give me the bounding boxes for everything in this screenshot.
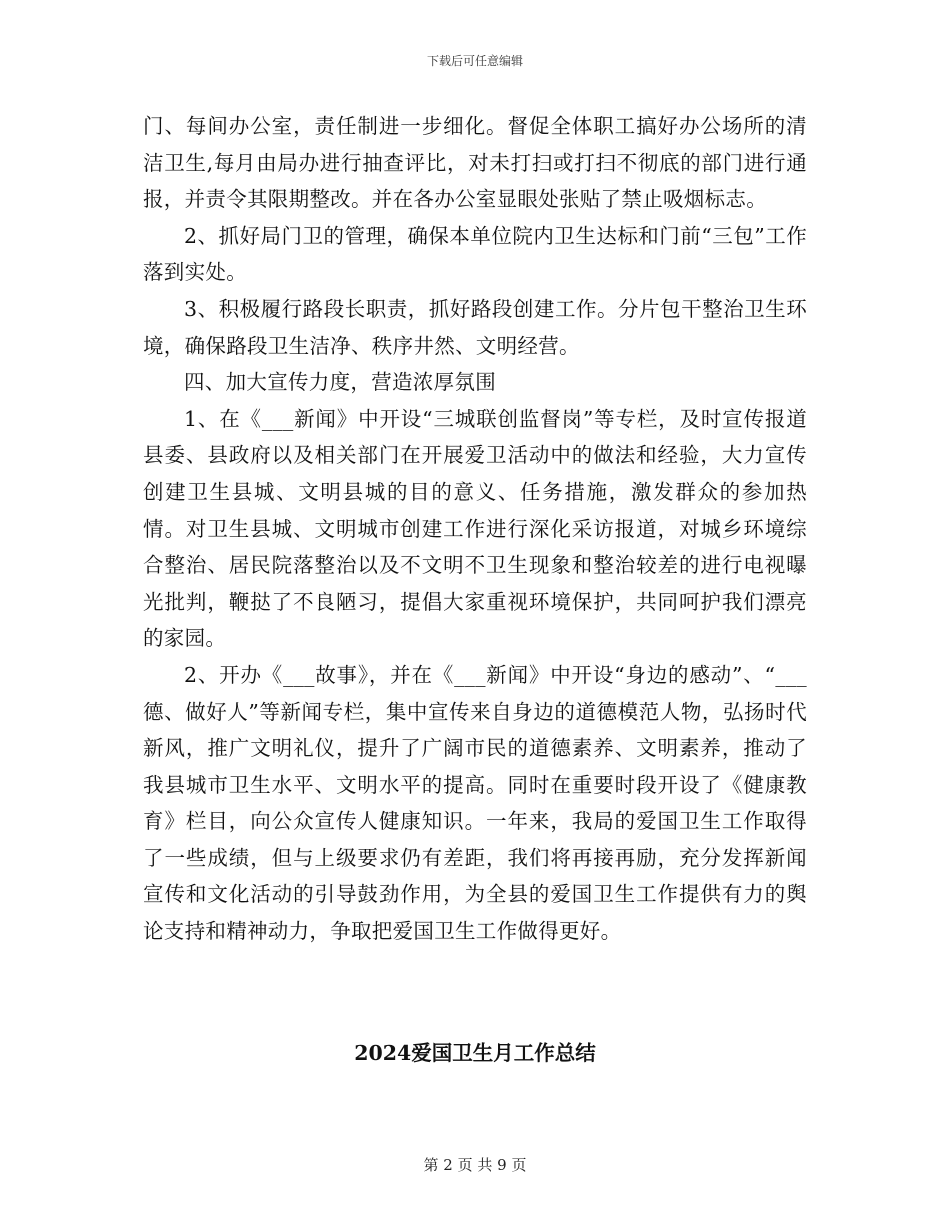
- paragraph-publicity-1: 1、在《___新闻》中开设“三城联创监督岗”等专栏，及时宣传报道县委、县政府以及相关部门在开展爱卫活动中的做法和经验，大力宣传创建卫生县城、文明县城的目的意义、任务措施，激发群众的参加热情。对卫生县城、文明城市创建工作进行深化采访报道，对城乡环境综合整治、居民院落整治以及不文明不卫生现象和整治较差的进行电视曝光批判，鞭挞了不良陋习，提倡大家重视环境保护，共同呵护我们漂亮的家园。: [143, 406, 807, 651]
- page-header-note: 下载后可任意编辑: [426, 54, 523, 68]
- paragraph-item-3: 3、积极履行路段长职责，抓好路段创建工作。分片包干整治卫生环境，确保路段卫生洁净、秩序井然、文明经营。: [143, 296, 807, 358]
- section-heading-4: 四、加大宣传力度，营造浓厚氛围: [184, 370, 496, 395]
- section-title: 2024爱国卫生月工作总结: [354, 1041, 596, 1065]
- paragraph-item-2: 2、抓好局门卫的管理，确保本单位院内卫生达标和门前“三包”工作落到实处。: [143, 223, 807, 285]
- paragraph-publicity-2: 2、开办《___故事》，并在《___新闻》中开设“身边的感动”、“___德、做好人”等新闻专栏，集中宣传来自身边的道德模范人物，弘扬时代新风，推广文明礼仪，提升了广阔市民的道德素养、文明素养，推动了我县城市卫生水平、文明水平的提高。同时在重要时段开设了《健康教育》栏目，向公众宣传人健康知识。一年来，我局的爱国卫生工作取得了一些成绩，但与上级要求仍有差距，我们将再接再励，充分发挥新闻宣传和文化活动的引导鼓劲作用，为全县的爱国卫生工作提供有力的舆论支持和精神动力，争取把爱国卫生工作做得更好。: [143, 662, 807, 944]
- document-body: [143, 108, 807, 950]
- paragraph-continuation: 门、每间办公室，责任制进一步细化。督促全体职工搞好办公场所的清洁卫生,每月由局办进行抽查评比，对未打扫或打扫不彻底的部门进行通报，并责令其限期整改。并在各办公室显眼处张贴了禁止吸烟标志。: [143, 114, 807, 212]
- page-number-footer: 第 2 页 共 9 页: [423, 1156, 527, 1174]
